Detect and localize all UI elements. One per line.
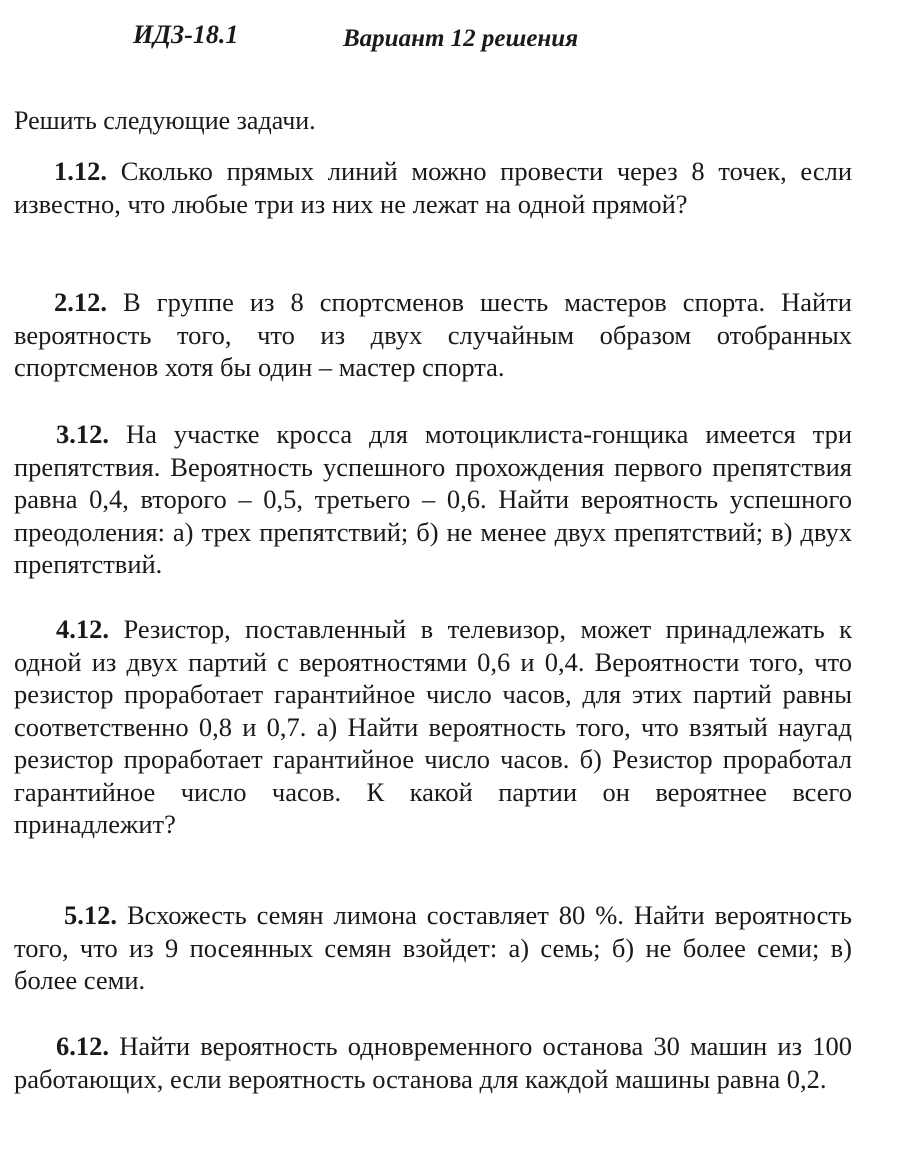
problem-text: Найти вероятность одновременного останова 30 машин из 100 работающих, если вероятность останова для каждой машины равна 0,2.: [14, 1031, 852, 1094]
problem-text: Всхожесть семян лимона составляет 80 %. Найти вероятность того, что из 9 посеянных семян взойдет: а) семь; б) не более семи; в) более семи.: [14, 900, 852, 995]
problem-text: В группе из 8 спортсменов шесть мастеров спорта. Найти вероятность того, что из двух случайным образом отобранных спортсменов хотя бы один – мастер спорта.: [14, 287, 852, 382]
problem-text: Резистор, поставленный в телевизор, может принадлежать к одной из двух партий с вероятностями 0,6 и 0,4. Вероятности того, что резистор проработает гарантийное число часов, для этих партий равны соответственно 0,8 и 0,7. а) Найти вероятность того, что взятый наугад резистор проработает гарантийное число часов. б) Резистор проработал гарантийное число часов. К какой партии он вероятнее всего принадлежит?: [14, 614, 852, 839]
problem-6: [14, 1030, 852, 1095]
problem-text: Сколько прямых линий можно провести через 8 точек, если известно, что любые три из них не лежат на одной прямой?: [14, 156, 853, 219]
document-header: [0, 20, 910, 60]
problem-2: [14, 286, 852, 384]
problem-number: 6.12.: [56, 1031, 109, 1061]
problem-text: На участке кросса для мотоциклиста-гонщика имеется три препятствия. Вероятность успешного прохождения первого препятствия равна 0,4, второго – 0,5, третьего – 0,6. Найти вероятность успешного преодоления: а) трех препятствий; б) не менее двух препятствий; в) двух препятствий.: [14, 419, 853, 579]
problem-number: 3.12.: [56, 419, 109, 449]
assignment-code: ИДЗ-18.1: [133, 20, 239, 49]
problem-number: 4.12.: [56, 614, 109, 644]
problem-1: [14, 155, 852, 220]
problem-number: 5.12.: [64, 900, 117, 930]
problem-3: [14, 418, 852, 581]
variant-title: Вариант 12 решения: [343, 25, 579, 52]
problem-5: [14, 899, 852, 997]
problem-number: 1.12.: [54, 156, 107, 186]
intro-text: Решить следующие задачи.: [14, 106, 316, 135]
problem-4: [14, 613, 852, 841]
problem-number: 2.12.: [54, 287, 107, 317]
